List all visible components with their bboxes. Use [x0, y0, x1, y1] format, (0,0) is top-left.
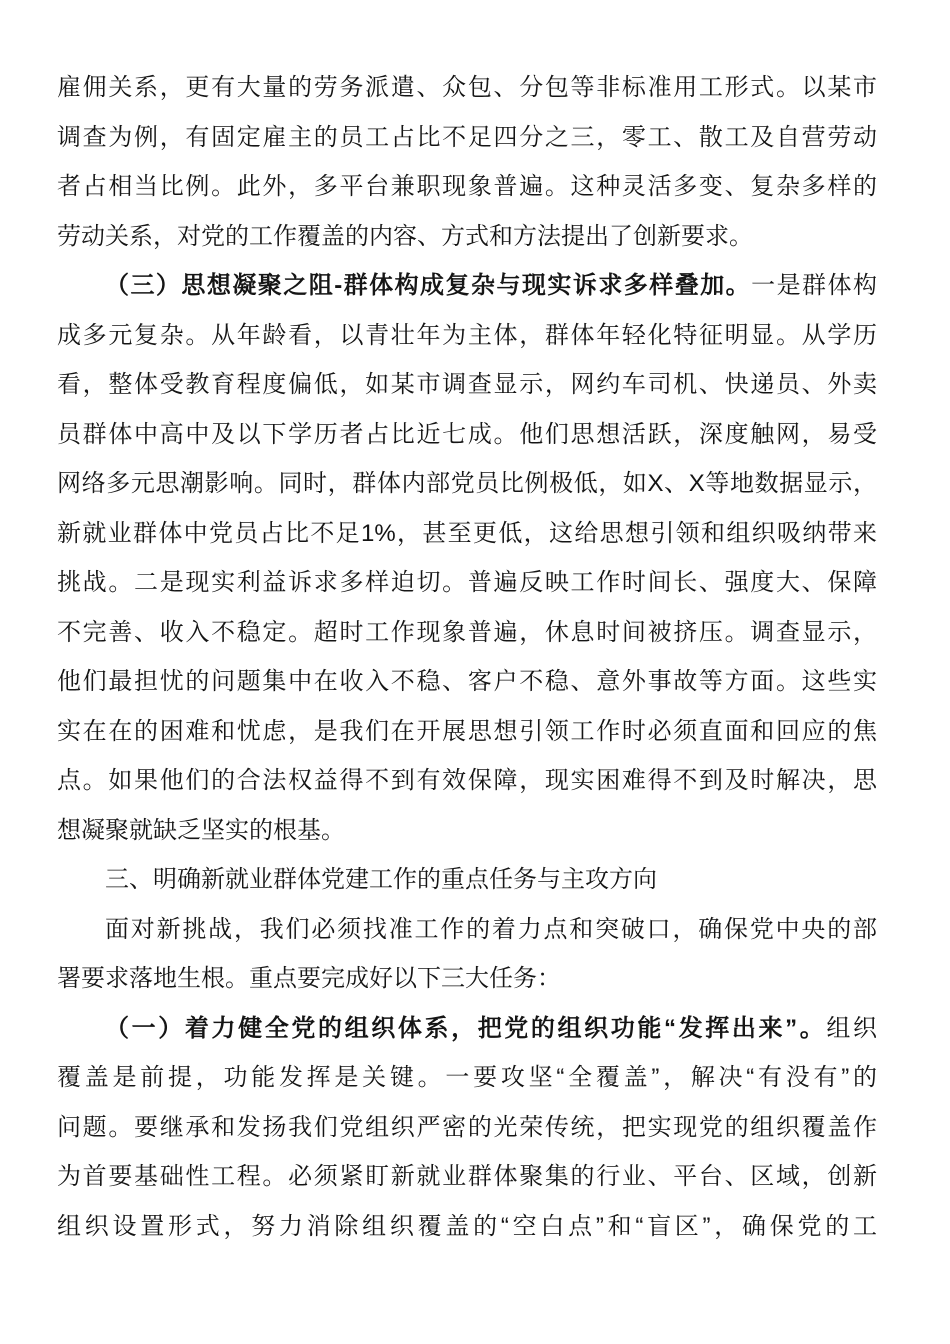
text-line [57, 954, 877, 1004]
text-line [57, 855, 877, 905]
text-run: 雇佣关系，更有大量的劳务派遣、众包、分包等非标准用工形式。以某市 [57, 74, 877, 101]
text-line [57, 558, 877, 608]
text-line [57, 1004, 877, 1054]
text-run: 调查为例，有固定雇主的员工占比不足四分之三，零工、散工及自营劳动 [57, 123, 877, 151]
text-run: 想凝聚就缺乏坚实的根基。 [57, 816, 345, 844]
text-run: 问题。要继承和发扬我们党组织严密的光荣传统，把实现党的组织覆盖作 [57, 1113, 877, 1141]
text-run: 看，整体受教育程度偏低，如某市调查显示，网约车司机、快递员、外卖 [57, 371, 877, 398]
text-line [57, 410, 877, 460]
text-run: 实在在的困难和忧虑，是我们在开展思想引领工作时必须直面和回应的焦 [57, 717, 877, 745]
text-line [57, 113, 877, 163]
text-line [57, 63, 877, 113]
text-run: 组织 [826, 1014, 877, 1042]
text-line [57, 1202, 877, 1252]
text-line [57, 509, 877, 559]
para-nonstandard-employment [57, 63, 877, 261]
text-run: 面对新挑战，我们必须找准工作的着力点和突破口，确保党中央的部 [105, 915, 877, 943]
text-run: 者占相当比例。此外，多平台兼职现象普遍。这种灵活多变、复杂多样的 [57, 173, 877, 200]
para-task-one-organization-system [57, 1004, 877, 1252]
para-section-three-thought-cohesion [57, 261, 877, 855]
text-run: 点。如果他们的合法权益得不到有效保障，现实困难得不到及时解决，思 [57, 767, 877, 794]
text-run: 覆盖是前提，功能发挥是关键。一要攻坚“全覆盖”，解决“有没有”的 [57, 1064, 877, 1091]
text-run: 网络多元思潮影响。同时，群体内部党员比例极低，如X、X等地数据显示， [57, 470, 877, 497]
text-line [57, 261, 877, 311]
text-line [57, 212, 877, 262]
text-line [57, 360, 877, 410]
text-run: 组织设置形式，努力消除组织覆盖的“空白点”和“盲区”，确保党的工 [57, 1212, 877, 1240]
text-line [57, 905, 877, 955]
text-line [57, 459, 877, 509]
text-line [57, 756, 877, 806]
text-run: 为首要基础性工程。必须紧盯新就业群体聚集的行业、平台、区域，创新 [57, 1163, 877, 1190]
text-run: 不完善、收入不稳定。超时工作现象普遍，休息时间被挤压。调查显示， [57, 618, 877, 646]
text-run: 成多元复杂。从年龄看，以青壮年为主体，群体年轻化特征明显。从学历 [57, 321, 877, 349]
text-line [57, 806, 877, 856]
text-line [57, 608, 877, 658]
text-run: 挑战。二是现实利益诉求多样迫切。普遍反映工作时间长、强度大、保障 [57, 569, 877, 596]
text-line [57, 657, 877, 707]
text-line [57, 1053, 877, 1103]
text-line [57, 162, 877, 212]
text-run: 劳动关系，对党的工作覆盖的内容、方式和方法提出了创新要求。 [57, 222, 753, 250]
bold-text-run: （一）着力健全党的组织体系，把党的组织功能“发挥出来”。 [105, 1014, 827, 1042]
text-line [57, 311, 877, 361]
para-facing-new-challenges [57, 905, 877, 1004]
text-line [57, 1103, 877, 1153]
text-line [57, 707, 877, 757]
bold-text-run: （三）思想凝聚之阻-群体构成复杂与现实诉求多样叠加。 [105, 272, 752, 299]
text-run: 新就业群体中党员占比不足1%，甚至更低，这给思想引领和组织吸纳带来 [57, 519, 877, 547]
heading-part-three-key-tasks [57, 855, 877, 905]
document-text-body [57, 63, 877, 1251]
text-run: 署要求落地生根。重点要完成好以下三大任务： [57, 965, 561, 992]
text-run: 他们最担忧的问题集中在收入不稳、客户不稳、意外事故等方面。这些实 [57, 668, 877, 695]
text-line [57, 1152, 877, 1202]
text-run: 员群体中高中及以下学历者占比近七成。他们思想活跃，深度触网，易受 [57, 420, 877, 448]
text-run: 一是群体构 [751, 272, 877, 299]
text-run: 三、明确新就业群体党建工作的重点任务与主攻方向 [105, 866, 657, 893]
